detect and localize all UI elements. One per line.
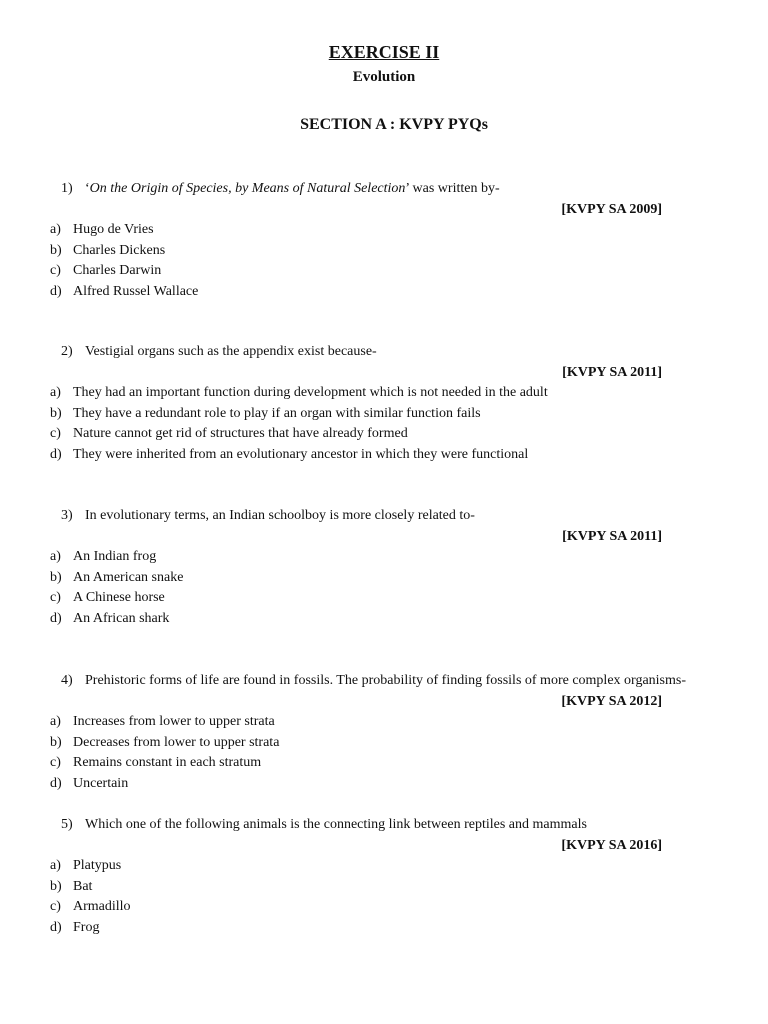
option-letter: b) (50, 569, 62, 585)
question-number: 2) (61, 344, 73, 359)
option-text: They were inherited from an evolutionary ancestor in which they were functional (73, 446, 529, 462)
option-d[interactable] (0, 774, 768, 795)
options-list (0, 712, 768, 794)
option-text: Platypus (73, 858, 122, 873)
question-number: 3) (61, 508, 73, 523)
question-stem (0, 815, 768, 835)
option-c[interactable] (0, 424, 768, 445)
exam-tag: [KVPY SA 2009] (561, 202, 662, 217)
book-title: On the Origin of Species, by Means of Natural Selection (89, 181, 406, 196)
option-letter: a) (50, 222, 61, 237)
question-4 (0, 671, 768, 794)
exam-tag: [KVPY SA 2011] (562, 365, 662, 380)
option-letter: c) (50, 899, 61, 914)
option-a[interactable] (0, 712, 768, 733)
option-c[interactable] (0, 753, 768, 774)
question-text-post: ’ was written by- (405, 181, 500, 196)
question-tag-line (0, 362, 768, 383)
option-b[interactable] (0, 241, 768, 262)
question-tag-line (0, 835, 768, 856)
question-text: Prehistoric forms of life are found in fossils. The probability of finding fossils of more complex organisms- (85, 673, 686, 688)
question-text (85, 179, 500, 199)
page-title: EXERCISE II (328, 42, 440, 62)
exam-tag: [KVPY SA 2011] (562, 529, 662, 544)
question-number: 4) (61, 673, 73, 688)
option-letter: b) (50, 878, 62, 894)
question-3 (0, 506, 768, 629)
option-letter: d) (50, 610, 62, 626)
option-a[interactable] (0, 220, 768, 241)
question-5 (0, 815, 768, 938)
option-d[interactable] (0, 282, 768, 303)
exam-tag: [KVPY SA 2016] (561, 838, 662, 853)
option-text: An American snake (73, 569, 184, 585)
option-text: Charles Dickens (73, 242, 166, 258)
question-stem (0, 671, 768, 691)
option-letter: b) (50, 734, 62, 750)
options-list (0, 220, 768, 302)
option-letter: a) (50, 549, 61, 564)
option-text: Bat (73, 878, 93, 894)
option-a[interactable] (0, 383, 768, 404)
option-letter: c) (50, 590, 61, 605)
option-letter: a) (50, 385, 61, 400)
option-b[interactable] (0, 568, 768, 589)
option-a[interactable] (0, 856, 768, 877)
option-letter: c) (50, 426, 61, 441)
option-text: An African shark (73, 610, 170, 626)
question-stem (0, 342, 768, 362)
question-text: In evolutionary terms, an Indian schoolboy is more closely related to- (85, 508, 475, 523)
option-b[interactable] (0, 733, 768, 754)
option-text: Alfred Russel Wallace (73, 283, 199, 299)
page-subtitle: Evolution (352, 69, 416, 85)
options-list (0, 856, 768, 938)
question-text-pre: ‘ (85, 181, 90, 196)
question-stem (0, 506, 768, 526)
option-letter: d) (50, 919, 62, 935)
option-text: Decreases from lower to upper strata (73, 734, 280, 750)
exam-tag: [KVPY SA 2012] (561, 694, 662, 709)
option-text: They have a redundant role to play if an organ with similar function fails (73, 405, 481, 421)
option-letter: a) (50, 858, 61, 873)
question-text: Vestigial organs such as the appendix exist because- (85, 344, 377, 359)
option-d[interactable] (0, 609, 768, 630)
option-letter: c) (50, 263, 61, 278)
option-letter: d) (50, 446, 62, 462)
option-c[interactable] (0, 261, 768, 282)
question-number: 1) (61, 181, 73, 196)
option-a[interactable] (0, 547, 768, 568)
option-c[interactable] (0, 588, 768, 609)
option-text: A Chinese horse (73, 590, 165, 605)
options-list (0, 547, 768, 629)
option-text: Remains constant in each stratum (73, 755, 262, 770)
option-text: Nature cannot get rid of structures that have already formed (73, 426, 408, 441)
option-b[interactable] (0, 877, 768, 898)
option-text: Uncertain (73, 775, 129, 791)
option-letter: d) (50, 775, 62, 791)
question-text: Which one of the following animals is the connecting link between reptiles and mammals (85, 817, 587, 832)
question-tag-line (0, 526, 768, 547)
section-title: SECTION A : KVPY PYQs (300, 116, 488, 133)
question-number: 5) (61, 817, 73, 832)
question-tag-line (0, 691, 768, 712)
option-text: An Indian frog (73, 549, 157, 564)
option-c[interactable] (0, 897, 768, 918)
option-letter: a) (50, 714, 61, 729)
option-letter: b) (50, 405, 62, 421)
question-tag-line (0, 199, 768, 220)
option-letter: b) (50, 242, 62, 258)
options-list (0, 383, 768, 465)
option-letter: c) (50, 755, 61, 770)
option-d[interactable] (0, 918, 768, 939)
option-b[interactable] (0, 404, 768, 425)
question-stem (0, 179, 768, 199)
option-letter: d) (50, 283, 62, 299)
option-text: Increases from lower to upper strata (73, 714, 275, 729)
option-text: They had an important function during development which is not needed in the adult (73, 385, 548, 400)
option-d[interactable] (0, 445, 768, 466)
question-1 (0, 179, 768, 302)
option-text: Armadillo (73, 899, 131, 914)
option-text: Charles Darwin (73, 263, 162, 278)
option-text: Frog (73, 919, 100, 935)
question-2 (0, 342, 768, 465)
option-text: Hugo de Vries (73, 222, 154, 237)
